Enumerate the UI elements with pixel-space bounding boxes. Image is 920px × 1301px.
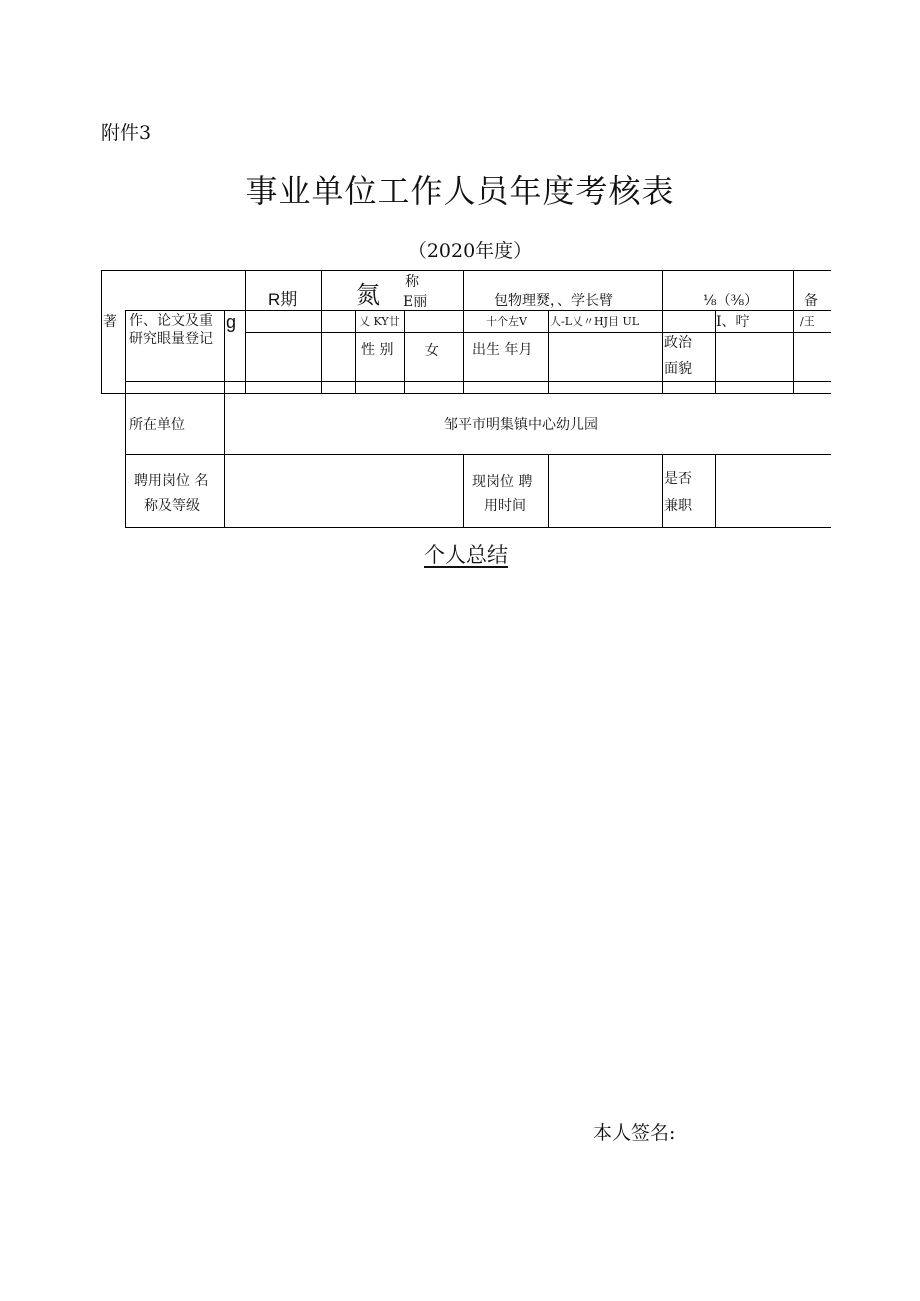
row2-left-char: 著 — [103, 314, 117, 330]
row2-cell-d: I、咛 — [716, 314, 750, 330]
row1-cell-5: ⅛（⅜） — [703, 293, 759, 309]
year-label: （2020年度） — [407, 240, 533, 262]
row1-cell-1: R期 — [268, 290, 298, 309]
unit-value: 邹平市明集镇中心幼儿园 — [444, 417, 598, 433]
summary-heading: 个人总结 — [424, 543, 508, 567]
row1-cell-3b: E丽 — [403, 294, 428, 310]
page-title: 事业单位工作人员年度考核表 — [245, 172, 675, 210]
political-label-line2: 面貌 — [664, 361, 692, 377]
row1-cell-2: 氮 — [356, 281, 380, 309]
birth-label: 出生 年月 — [472, 342, 533, 358]
row2-cell-a: 乂 KY廿 — [359, 315, 400, 328]
political-label-line1: 政治 — [664, 335, 692, 351]
post-label-line1: 聘用岗位 名 — [134, 473, 209, 489]
row2-g: g — [226, 312, 237, 332]
row1-cell-4: 包物理燹，、学长臂 — [494, 293, 613, 309]
gender-label: 性 别 — [361, 342, 394, 358]
row1-cell-6: 备 — [804, 293, 818, 309]
current-post-line1: 现岗位 聘 — [472, 474, 533, 490]
row2-cell-e: /王 — [800, 315, 815, 328]
attachment-label: 附件3 — [101, 122, 152, 144]
unit-label: 所在单位 — [129, 417, 185, 433]
signature-label: 本人签名: — [593, 1122, 676, 1144]
current-post-line2: 用时间 — [484, 498, 526, 514]
row2-cell-b: 十个左V — [486, 315, 527, 328]
row1-cell-3a: 称 — [405, 274, 419, 290]
concurrent-label-line2: 兼职 — [664, 498, 692, 514]
post-label-line2: 称及等级 — [144, 498, 200, 514]
concurrent-label-line1: 是否 — [664, 471, 692, 487]
gender-value: 女 — [425, 343, 439, 359]
row2-cell-c: 人-L乂〃HJ目 UL — [550, 315, 640, 328]
row2-label-line2: 研究眼量登记 — [129, 331, 213, 347]
row2-label-line1: 作、论文及重 — [129, 313, 213, 329]
